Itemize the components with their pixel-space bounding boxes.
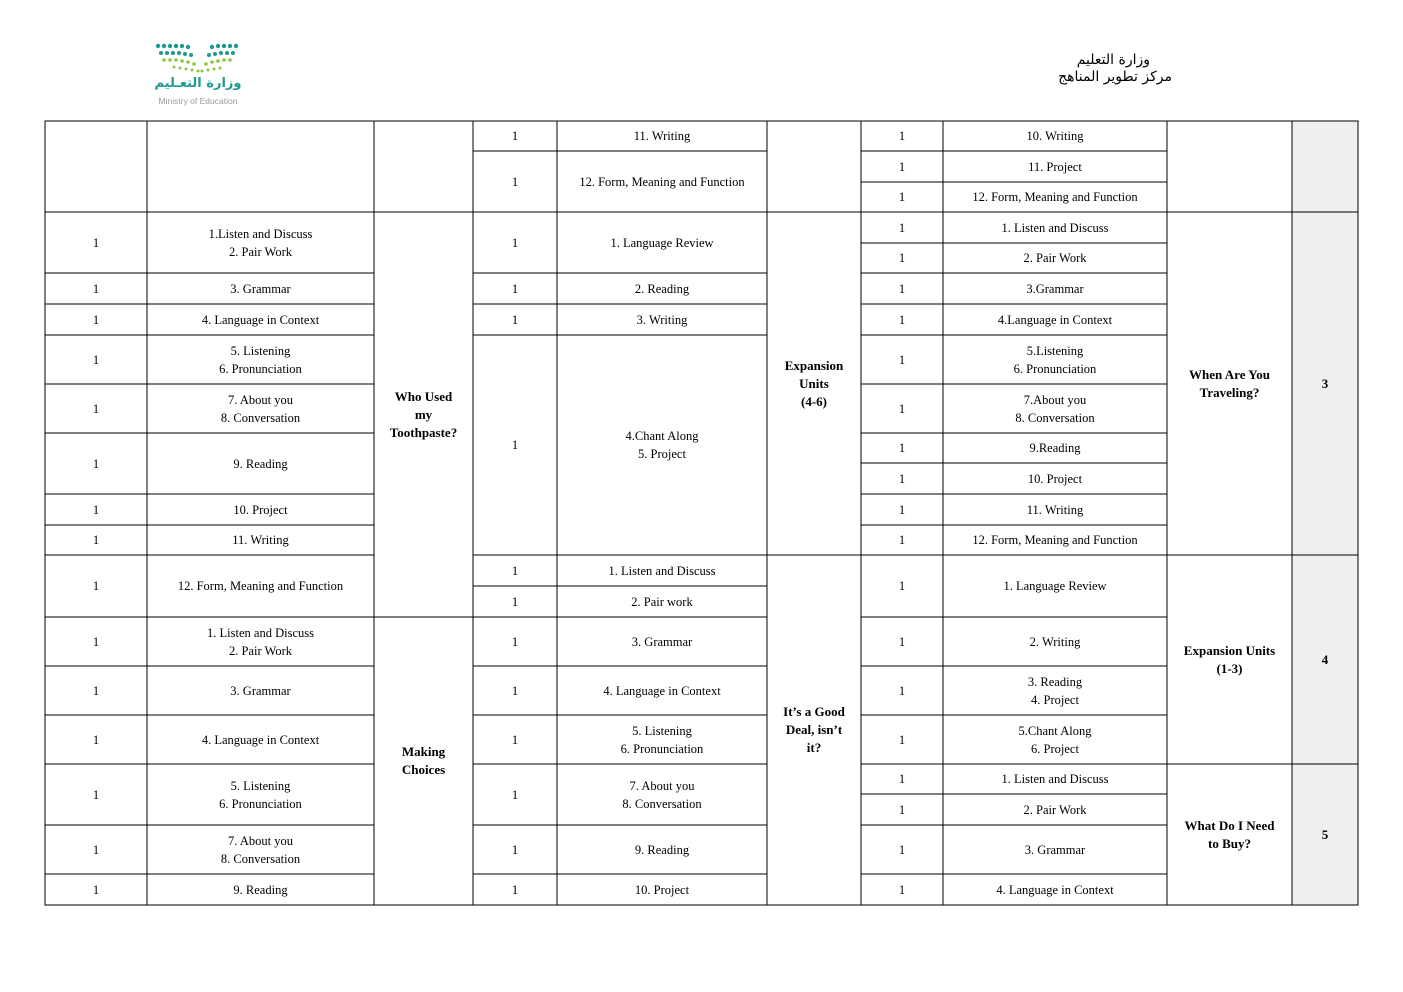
table-cell: 11. Project: [1028, 159, 1082, 174]
table-cell: 9.Reading: [1029, 441, 1081, 455]
table-cell: 1: [898, 533, 906, 547]
table-cell: 1: [511, 129, 519, 143]
table-cell: 1: [92, 842, 100, 857]
table-cell: 1: [92, 634, 100, 649]
table-cell: 3.Grammar: [1026, 281, 1084, 296]
table-cell: 12. Form, Meaning and Function: [579, 174, 745, 189]
table-cell: 1: [511, 882, 519, 897]
table-cell: 1: [511, 787, 519, 802]
table-cell: 2. Writing: [1029, 634, 1081, 649]
table-cell: 10. Writing: [1026, 129, 1084, 143]
table-cell: 2. Reading: [634, 281, 690, 296]
unit-title-cell: Expansion Units (4-6): [784, 357, 844, 409]
table-cell: 12. Form, Meaning and Function: [177, 579, 344, 593]
unit-title-cell: When Are You Traveling?: [1189, 366, 1270, 400]
table-cell: 2. Pair Work: [1023, 802, 1087, 817]
table-cell: 7. About you 8. Conversation: [622, 778, 702, 811]
unit-title-cell: Expansion Units (1-3): [1183, 642, 1276, 676]
table-cell: 1: [511, 312, 519, 327]
table-cell: 1: [898, 220, 906, 235]
table-cell: 1: [511, 634, 519, 649]
table-cell: 1: [898, 251, 906, 265]
table-cell: 11. Writing: [1026, 502, 1084, 517]
unit-title-cell: Making Choices: [401, 744, 446, 777]
table-cell: 4. Language in Context: [201, 732, 320, 747]
table-cell: 1: [898, 732, 906, 747]
table-cell: 4.Chant Along 5. Project: [625, 429, 699, 461]
table-cell: 1: [898, 281, 906, 296]
table-cell: 3. Grammar: [230, 683, 291, 698]
table-cell: 1: [898, 441, 906, 455]
table-cell: 1: [898, 190, 906, 204]
table-cell: 1: [92, 683, 100, 698]
table-cell: 9. Reading: [233, 882, 288, 897]
table-cell: 9. Reading: [233, 456, 288, 471]
table-cell: 5. Listening 6. Pronunciation: [620, 723, 704, 756]
unit-title-cell: 5: [1321, 826, 1329, 842]
table-cell: 1: [898, 634, 906, 649]
table-cell: 1: [511, 174, 519, 189]
table-cell: 1: [92, 235, 100, 250]
unit-title-cell: Who Used my Toothpaste?: [389, 388, 458, 440]
table-cell: 1: [898, 471, 906, 486]
table-cell: 3. Reading 4. Project: [1027, 674, 1083, 707]
table-cell: 1: [898, 579, 906, 593]
table-cell: 1: [92, 787, 100, 802]
table-cell: 1: [898, 401, 906, 416]
table-cell: 3. Grammar: [230, 281, 291, 296]
table-cell: 1: [511, 594, 519, 609]
table-cell: 5.Listening 6. Pronunciation: [1013, 343, 1097, 376]
table-cell: 1: [898, 159, 906, 174]
table-cell: 3. Writing: [636, 312, 688, 327]
table-cell: 10. Project: [634, 882, 690, 897]
table-cell: 1: [92, 502, 100, 517]
table-cell: 10. Project: [233, 502, 288, 517]
table-cell: 1: [511, 281, 519, 296]
unit-title-cell: It’s a Good Deal, isn’t it?: [783, 704, 845, 755]
table-cell: 1: [898, 352, 906, 367]
table-cell: 1. Language Review: [1003, 579, 1107, 593]
table-cell: 7.About you 8. Conversation: [1015, 392, 1095, 425]
table-cell: 1: [898, 772, 906, 786]
table-cell: 1: [92, 456, 100, 471]
table-cell: 1: [511, 842, 519, 857]
table-cell: 1: [92, 281, 100, 296]
unit-title-cell: 3: [1321, 375, 1329, 391]
table-cell: 1. Listen and Discuss: [1001, 220, 1109, 235]
table-cell: 1: [92, 882, 100, 897]
table-cell: 4. Language in Context: [996, 882, 1114, 897]
logo-arabic-text: وزارة التعـليم: [154, 76, 242, 91]
table-cell: 1: [898, 312, 906, 327]
table-cell: 3. Grammar: [1024, 842, 1086, 857]
unit-title-cell: What Do I Need to Buy?: [1184, 817, 1275, 851]
table-cell: 1: [898, 129, 906, 143]
table-cell: 1.Listen and Discuss 2. Pair Work: [208, 226, 313, 259]
table-cell: 2. Pair work: [631, 594, 693, 609]
table-cell: 5.Chant Along 6. Project: [1018, 723, 1092, 756]
table-cell: 1: [92, 352, 100, 367]
table-cell: 1: [511, 732, 519, 747]
table-cell: 1: [511, 683, 519, 698]
table-cell: 11. Writing: [232, 533, 289, 547]
table-cell: 4. Language in Context: [603, 683, 721, 698]
table-cell: 1: [511, 235, 519, 250]
table-cell: 1: [898, 802, 906, 817]
table-cell: 1. Listen and Discuss 2. Pair Work: [207, 625, 314, 658]
logo-english-text: Ministry of Education: [158, 96, 238, 106]
table-cell: 1: [898, 502, 906, 517]
table-cell: 1. Listen and Discuss: [608, 563, 716, 578]
table-cell: 3. Grammar: [631, 634, 693, 649]
table-cell: 1. Language Review: [610, 235, 714, 250]
table-cell: 5. Listening 6. Pronunciation: [219, 343, 302, 376]
table-cell: 7. About you 8. Conversation: [220, 833, 301, 866]
table-cell: 7. About you 8. Conversation: [220, 392, 301, 425]
table-cell: 1: [898, 842, 906, 857]
table-cell: 9. Reading: [634, 842, 690, 857]
table-cell: 1. Listen and Discuss: [1001, 772, 1109, 786]
table-cell: 12. Form, Meaning and Function: [972, 190, 1138, 204]
table-cell: 1: [92, 312, 100, 327]
table-cell: 1: [92, 732, 100, 747]
unit-title-cell: 4: [1321, 651, 1329, 667]
table-cell: 1: [898, 882, 906, 897]
table-cell: 1: [511, 438, 519, 452]
table-cell: 1: [92, 401, 100, 416]
table-cell: 1: [898, 683, 906, 698]
table-cell: 12. Form, Meaning and Function: [972, 533, 1138, 547]
table-cell: 4.Language in Context: [997, 312, 1113, 327]
table-cell: 4. Language in Context: [201, 312, 320, 327]
table-cell: 5. Listening 6. Pronunciation: [219, 778, 302, 811]
ministry-name: وزارة التعليم: [1076, 52, 1150, 68]
table-cell: 2. Pair Work: [1023, 251, 1087, 265]
center-name: مركز تطوير المناهج: [1058, 69, 1172, 85]
table-cell: 1: [92, 533, 100, 547]
table-cell: 10. Project: [1027, 471, 1083, 486]
table-cell: 1: [92, 579, 100, 593]
table-cell: 1: [511, 563, 519, 578]
table-cell: 11. Writing: [633, 129, 691, 143]
